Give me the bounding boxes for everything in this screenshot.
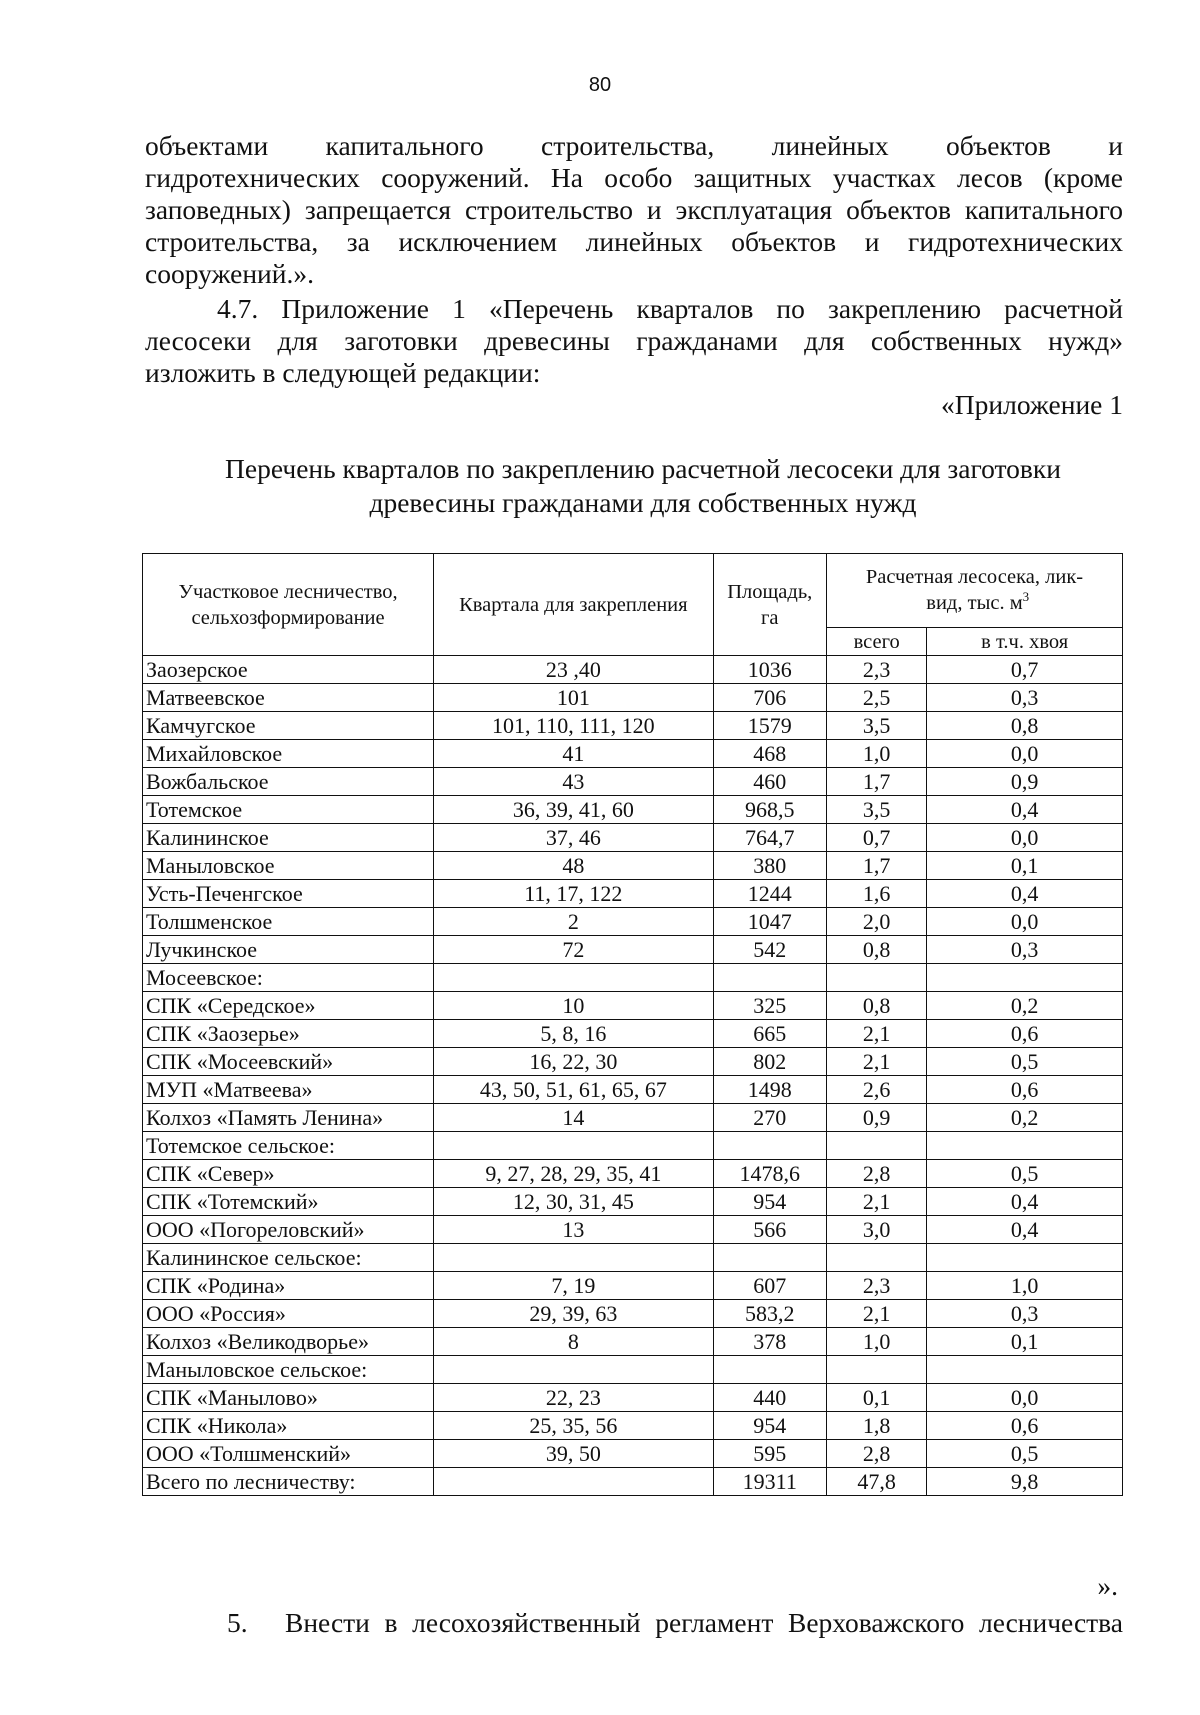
table-row bbox=[143, 1440, 1123, 1468]
cell-quarters: 29, 39, 63 bbox=[434, 1300, 714, 1328]
cell-forestry: Мосеевское: bbox=[143, 964, 434, 992]
cell-conifer: 0,2 bbox=[927, 992, 1123, 1020]
cell-conifer: 0,5 bbox=[927, 1048, 1123, 1076]
cell-forestry: ООО «Погореловский» bbox=[143, 1216, 434, 1244]
cell-quarters bbox=[434, 1468, 714, 1496]
cell-conifer: 0,4 bbox=[927, 1188, 1123, 1216]
table-title-line: древесины гражданами для собственных нужд bbox=[369, 487, 917, 518]
table-row bbox=[143, 880, 1123, 908]
table-row bbox=[143, 1300, 1123, 1328]
cell-quarters: 48 bbox=[434, 852, 714, 880]
table-row bbox=[143, 852, 1123, 880]
cell-quarters: 10 bbox=[434, 992, 714, 1020]
cell-total: 2,1 bbox=[826, 1300, 926, 1328]
cell-total: 2,3 bbox=[826, 656, 926, 684]
cell-total: 47,8 bbox=[826, 1468, 926, 1496]
table-row bbox=[143, 908, 1123, 936]
header-area: Площадь, га bbox=[713, 554, 826, 656]
cell-total bbox=[826, 1132, 926, 1160]
cell-quarters: 101 bbox=[434, 684, 714, 712]
header-conifer: в т.ч. хвоя bbox=[927, 628, 1123, 656]
cell-total: 3,0 bbox=[826, 1216, 926, 1244]
cell-conifer: 0,0 bbox=[927, 824, 1123, 852]
cell-conifer: 0,4 bbox=[927, 1216, 1123, 1244]
cell-quarters: 14 bbox=[434, 1104, 714, 1132]
cell-forestry: СПК «Север» bbox=[143, 1160, 434, 1188]
cell-total bbox=[826, 964, 926, 992]
cell-area: 954 bbox=[713, 1188, 826, 1216]
appendix-label: «Приложение 1 bbox=[941, 389, 1123, 420]
table-row bbox=[143, 964, 1123, 992]
paragraph-number: 5. bbox=[227, 1607, 248, 1638]
cell-total: 2,8 bbox=[826, 1160, 926, 1188]
cell-quarters bbox=[434, 964, 714, 992]
cell-forestry: Заозерское bbox=[143, 656, 434, 684]
cell-total: 1,7 bbox=[826, 852, 926, 880]
cell-quarters: 39, 50 bbox=[434, 1440, 714, 1468]
cell-total bbox=[826, 1356, 926, 1384]
text-line: изложить в следующей редакции: bbox=[145, 357, 541, 388]
cell-area bbox=[713, 1356, 826, 1384]
text-line: заповедных) запрещается строительство и эксплуатация объектов капитального bbox=[145, 194, 1123, 225]
cell-quarters: 11, 17, 122 bbox=[434, 880, 714, 908]
cell-forestry: Маныловское bbox=[143, 852, 434, 880]
cell-total: 2,5 bbox=[826, 684, 926, 712]
cell-area: 764,7 bbox=[713, 824, 826, 852]
cell-forestry: Калининское bbox=[143, 824, 434, 852]
table-row bbox=[143, 1244, 1123, 1272]
cell-area: 566 bbox=[713, 1216, 826, 1244]
cell-area: 1498 bbox=[713, 1076, 826, 1104]
cell-total: 1,0 bbox=[826, 740, 926, 768]
cell-area: 440 bbox=[713, 1384, 826, 1412]
cell-area: 325 bbox=[713, 992, 826, 1020]
text-line: 4.7. Приложение 1 «Перечень кварталов по закреплению расчетной bbox=[217, 293, 1123, 324]
cell-quarters: 2 bbox=[434, 908, 714, 936]
table-row bbox=[143, 1412, 1123, 1440]
cell-forestry: Тотемское сельское: bbox=[143, 1132, 434, 1160]
cell-conifer: 0,0 bbox=[927, 1384, 1123, 1412]
cell-total: 0,7 bbox=[826, 824, 926, 852]
cell-quarters: 25, 35, 56 bbox=[434, 1412, 714, 1440]
cell-total: 2,8 bbox=[826, 1440, 926, 1468]
cell-quarters: 13 bbox=[434, 1216, 714, 1244]
cell-area: 460 bbox=[713, 768, 826, 796]
paragraph-4-7 bbox=[145, 293, 1123, 389]
cell-total: 2,1 bbox=[826, 1020, 926, 1048]
cell-total: 2,0 bbox=[826, 908, 926, 936]
paragraph-top bbox=[145, 130, 1123, 290]
cell-total: 3,5 bbox=[826, 796, 926, 824]
table-row bbox=[143, 1048, 1123, 1076]
cell-quarters: 22, 23 bbox=[434, 1384, 714, 1412]
cell-area: 665 bbox=[713, 1020, 826, 1048]
cell-conifer: 0,0 bbox=[927, 740, 1123, 768]
cell-conifer: 1,0 bbox=[927, 1272, 1123, 1300]
cell-quarters: 12, 30, 31, 45 bbox=[434, 1188, 714, 1216]
cell-area: 1244 bbox=[713, 880, 826, 908]
table-row bbox=[143, 1216, 1123, 1244]
cell-area: 607 bbox=[713, 1272, 826, 1300]
cell-area: 1036 bbox=[713, 656, 826, 684]
cell-forestry: Колхоз «Память Ленина» bbox=[143, 1104, 434, 1132]
cell-conifer: 0,6 bbox=[927, 1412, 1123, 1440]
cell-quarters bbox=[434, 1244, 714, 1272]
cell-quarters: 8 bbox=[434, 1328, 714, 1356]
cell-conifer: 0,3 bbox=[927, 684, 1123, 712]
cell-quarters bbox=[434, 1132, 714, 1160]
table-row bbox=[143, 656, 1123, 684]
page-number: 80 bbox=[588, 74, 612, 96]
cell-total: 3,5 bbox=[826, 712, 926, 740]
cell-forestry: СПК «Середское» bbox=[143, 992, 434, 1020]
cell-conifer: 0,1 bbox=[927, 852, 1123, 880]
cell-conifer: 0,0 bbox=[927, 908, 1123, 936]
cell-conifer: 0,9 bbox=[927, 768, 1123, 796]
table-row bbox=[143, 1104, 1123, 1132]
cell-area: 583,2 bbox=[713, 1300, 826, 1328]
table-row bbox=[143, 712, 1123, 740]
cell-conifer: 0,5 bbox=[927, 1440, 1123, 1468]
header-total: всего bbox=[826, 628, 926, 656]
header-forestry: Участковое лесничество, сельхозформирование bbox=[143, 554, 434, 656]
cell-area: 542 bbox=[713, 936, 826, 964]
cell-conifer: 0,1 bbox=[927, 1328, 1123, 1356]
table-row bbox=[143, 824, 1123, 852]
cell-forestry: СПК «Никола» bbox=[143, 1412, 434, 1440]
cell-quarters: 23 ,40 bbox=[434, 656, 714, 684]
cell-forestry: СПК «Родина» bbox=[143, 1272, 434, 1300]
cell-area: 380 bbox=[713, 852, 826, 880]
cell-area: 378 bbox=[713, 1328, 826, 1356]
cell-quarters: 7, 19 bbox=[434, 1272, 714, 1300]
cell-forestry: Колхоз «Великодворье» bbox=[143, 1328, 434, 1356]
cell-area: 1478,6 bbox=[713, 1160, 826, 1188]
table-row bbox=[143, 1020, 1123, 1048]
cell-quarters: 41 bbox=[434, 740, 714, 768]
header-allowable-cut: Расчетная лесосека, лик- вид, тыс. м3 bbox=[826, 554, 1122, 628]
cell-total: 2,1 bbox=[826, 1188, 926, 1216]
cell-quarters: 72 bbox=[434, 936, 714, 964]
cell-total: 2,3 bbox=[826, 1272, 926, 1300]
cell-forestry: ООО «Толшменский» bbox=[143, 1440, 434, 1468]
cell-area: 595 bbox=[713, 1440, 826, 1468]
table-row bbox=[143, 1188, 1123, 1216]
table-title bbox=[145, 452, 1123, 520]
table-row bbox=[143, 1468, 1123, 1496]
table-row bbox=[143, 684, 1123, 712]
cell-total bbox=[826, 1244, 926, 1272]
cell-forestry: Матвеевское bbox=[143, 684, 434, 712]
table-row bbox=[143, 936, 1123, 964]
table-row bbox=[143, 1356, 1123, 1384]
cell-forestry: СПК «Заозерье» bbox=[143, 1020, 434, 1048]
cell-conifer: 0,8 bbox=[927, 712, 1123, 740]
cell-forestry: Тотемское bbox=[143, 796, 434, 824]
cell-total: 0,8 bbox=[826, 936, 926, 964]
cell-forestry: МУП «Матвеева» bbox=[143, 1076, 434, 1104]
cell-conifer: 0,4 bbox=[927, 796, 1123, 824]
cell-area: 802 bbox=[713, 1048, 826, 1076]
table-row bbox=[143, 992, 1123, 1020]
cell-conifer bbox=[927, 1132, 1123, 1160]
text-line: лесосеки для заготовки древесины гражданами для собственных нужд» bbox=[145, 325, 1123, 356]
cell-area: 706 bbox=[713, 684, 826, 712]
cell-conifer: 0,6 bbox=[927, 1020, 1123, 1048]
table-row bbox=[143, 796, 1123, 824]
table-row bbox=[143, 1328, 1123, 1356]
cell-conifer: 9,8 bbox=[927, 1468, 1123, 1496]
text-line: гидротехнических сооружений. На особо защитных участках лесов (кроме bbox=[145, 162, 1123, 193]
cell-conifer: 0,7 bbox=[927, 656, 1123, 684]
cell-forestry: Усть-Печенгское bbox=[143, 880, 434, 908]
table-row bbox=[143, 1132, 1123, 1160]
table-row bbox=[143, 1272, 1123, 1300]
cell-conifer: 0,3 bbox=[927, 936, 1123, 964]
cell-forestry: ООО «Россия» bbox=[143, 1300, 434, 1328]
cell-forestry: СПК «Мосеевский» bbox=[143, 1048, 434, 1076]
cell-total: 1,6 bbox=[826, 880, 926, 908]
cell-area: 270 bbox=[713, 1104, 826, 1132]
table-row bbox=[143, 1160, 1123, 1188]
table-row bbox=[143, 740, 1123, 768]
cell-total: 2,1 bbox=[826, 1048, 926, 1076]
cell-area: 1579 bbox=[713, 712, 826, 740]
cell-conifer: 0,5 bbox=[927, 1160, 1123, 1188]
cell-conifer bbox=[927, 964, 1123, 992]
cell-conifer: 0,2 bbox=[927, 1104, 1123, 1132]
cell-quarters bbox=[434, 1356, 714, 1384]
cell-forestry: Лучкинское bbox=[143, 936, 434, 964]
cell-quarters: 43 bbox=[434, 768, 714, 796]
cell-area: 468 bbox=[713, 740, 826, 768]
cell-total: 0,1 bbox=[826, 1384, 926, 1412]
cell-total: 1,8 bbox=[826, 1412, 926, 1440]
cell-total: 1,7 bbox=[826, 768, 926, 796]
cell-forestry: СПК «Тотемский» bbox=[143, 1188, 434, 1216]
cell-quarters: 9, 27, 28, 29, 35, 41 bbox=[434, 1160, 714, 1188]
cell-total: 0,9 bbox=[826, 1104, 926, 1132]
cell-area: 19311 bbox=[713, 1468, 826, 1496]
cell-conifer: 0,6 bbox=[927, 1076, 1123, 1104]
table-row bbox=[143, 1076, 1123, 1104]
cell-forestry: Михайловское bbox=[143, 740, 434, 768]
cell-total: 1,0 bbox=[826, 1328, 926, 1356]
cell-forestry: Вожбальское bbox=[143, 768, 434, 796]
cell-conifer: 0,3 bbox=[927, 1300, 1123, 1328]
cell-quarters: 101, 110, 111, 120 bbox=[434, 712, 714, 740]
cell-area: 968,5 bbox=[713, 796, 826, 824]
cell-total: 0,8 bbox=[826, 992, 926, 1020]
paragraph-text: Внести в лесохозяйственный регламент Верховажского лесничества bbox=[285, 1607, 1123, 1638]
cell-forestry: Толшменское bbox=[143, 908, 434, 936]
text-line: строительства, за исключением линейных объектов и гидротехнических bbox=[145, 226, 1123, 257]
cell-area bbox=[713, 1132, 826, 1160]
text-line: сооружений.». bbox=[145, 258, 314, 289]
table-title-line: Перечень кварталов по закреплению расчетной лесосеки для заготовки bbox=[225, 453, 1061, 484]
table-row bbox=[143, 1384, 1123, 1412]
cell-conifer: 0,4 bbox=[927, 880, 1123, 908]
cell-area: 954 bbox=[713, 1412, 826, 1440]
cell-forestry: СПК «Манылово» bbox=[143, 1384, 434, 1412]
closing-quote: ». bbox=[1097, 1570, 1118, 1601]
cell-forestry: Всего по лесничеству: bbox=[143, 1468, 434, 1496]
table-row bbox=[143, 768, 1123, 796]
cell-forestry: Калининское сельское: bbox=[143, 1244, 434, 1272]
cell-quarters: 16, 22, 30 bbox=[434, 1048, 714, 1076]
cell-forestry: Камчугское bbox=[143, 712, 434, 740]
cell-area bbox=[713, 1244, 826, 1272]
cell-forestry: Маныловское сельское: bbox=[143, 1356, 434, 1384]
cell-conifer bbox=[927, 1356, 1123, 1384]
header-quarters: Квартала для закрепления bbox=[434, 554, 714, 656]
cell-area bbox=[713, 964, 826, 992]
quarters-table bbox=[142, 553, 1123, 1496]
cell-quarters: 37, 46 bbox=[434, 824, 714, 852]
cell-quarters: 36, 39, 41, 60 bbox=[434, 796, 714, 824]
cell-quarters: 43, 50, 51, 61, 65, 67 bbox=[434, 1076, 714, 1104]
cell-total: 2,6 bbox=[826, 1076, 926, 1104]
cell-area: 1047 bbox=[713, 908, 826, 936]
text-line: объектами капитального строительства, линейных объектов и bbox=[145, 130, 1123, 161]
cell-quarters: 5, 8, 16 bbox=[434, 1020, 714, 1048]
cell-conifer bbox=[927, 1244, 1123, 1272]
